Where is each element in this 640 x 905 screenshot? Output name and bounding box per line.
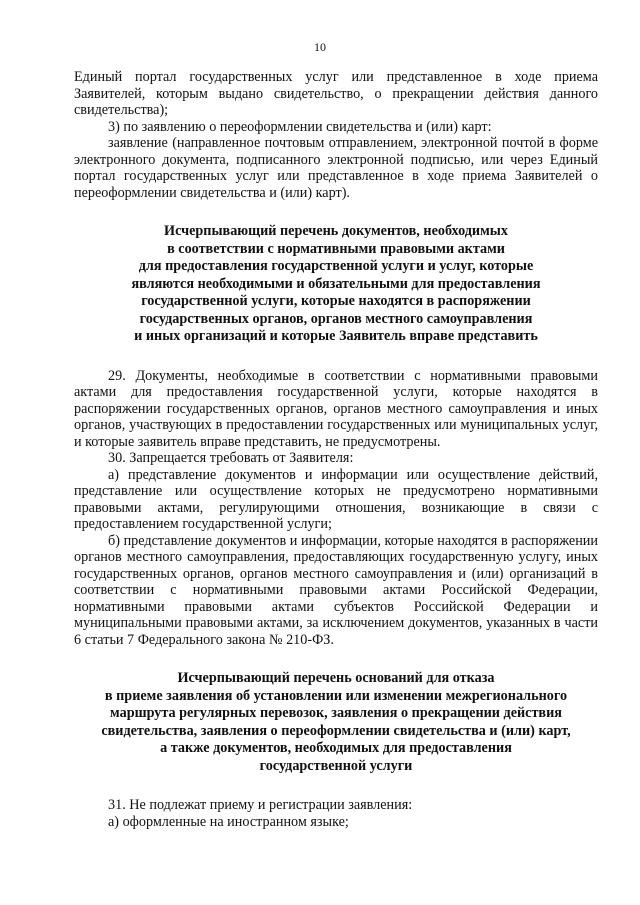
- paragraph-31a: а) оформленные на иностранном языке;: [108, 813, 349, 830]
- paragraph-30: 30. Запрещается требовать от Заявителя:: [108, 450, 354, 466]
- heading-line: в соответствии с нормативными правовыми актами: [167, 240, 505, 257]
- heading-line: в приеме заявления об установлении или изменении межрегионального: [104, 687, 568, 704]
- heading-line: являются необходимыми и обязательными для предоставления: [131, 275, 541, 292]
- paragraph: Единый портал государственных услуг или представленное в ходе приема Заявителей, которым выдано свидетельство, о прекращении действия данного свидетельства);: [74, 69, 598, 118]
- paragraph-29: 29. Документы, необходимые в соответствии с нормативными правовыми актами для предоставления государственной услуги, которые находятся в распоряжении государственных органов, органов местного самоуправления и иных органов, участвующих в предоставлении государственных или муниципальных услуг, и которые заявитель вправе представить, не предусмотрены.: [74, 367, 598, 450]
- paragraph: заявление (направленное почтовым отправлением, электронной почтой в форме электронного документа, подписанного электронной подписью, или через Единый портал государственных услуг или представленное в ходе приема Заявителей о переоформлении свидетельства и (или) карт).: [74, 135, 598, 201]
- heading-line: и иных организаций и которые Заявитель вправе представить: [134, 328, 538, 344]
- heading-line: а также документов, необходимых для предоставления: [160, 740, 512, 756]
- heading-line: государственной услуги: [259, 757, 413, 774]
- heading-line: маршрута регулярных перевозок, заявления о прекращении действия: [110, 705, 562, 721]
- paragraph: 3) по заявлению о переоформлении свидетельства и (или) карт:: [108, 118, 492, 135]
- section-heading-refusal: [74, 670, 598, 775]
- page-content: [74, 69, 598, 830]
- page-number: 10: [314, 40, 326, 54]
- paragraph-30b: б) представление документов и информации, которые находятся в распоряжении органов местного самоуправления, предоставляющих государственную услугу, иных государственных органов, органов местного самоуправления и (или) организаций в соответствии с нормативными правовыми актами Российской Федерации, нормативными правовыми актами субъектов Российской Федерации и муниципальными правовыми актами, за исключением документов, указанных в части 6 статьи 7 Федерального закона № 210-ФЗ.: [74, 532, 598, 648]
- heading-line: свидетельства, заявления о переоформлении свидетельства и (или) карт,: [101, 722, 571, 739]
- heading-line: Исчерпывающий перечень оснований для отказа: [177, 670, 495, 686]
- heading-line: государственных органов, органов местного самоуправления: [139, 310, 533, 327]
- heading-line: для предоставления государственной услуги и услуг, которые: [138, 258, 534, 274]
- section-heading-documents: [74, 223, 598, 346]
- paragraph-30a: а) представление документов и информации или осуществление действий, представление или осуществление которых не предусмотрено нормативными правовыми актами, регулирующими отношения, возникающие в связи с предоставлением государственной услуги;: [74, 466, 598, 532]
- heading-line: Исчерпывающий перечень документов, необходимых: [164, 223, 508, 239]
- paragraph-31: 31. Не подлежат приему и регистрации заявления:: [108, 797, 413, 813]
- heading-line: государственной услуги, которые находятся в распоряжении: [141, 293, 531, 309]
